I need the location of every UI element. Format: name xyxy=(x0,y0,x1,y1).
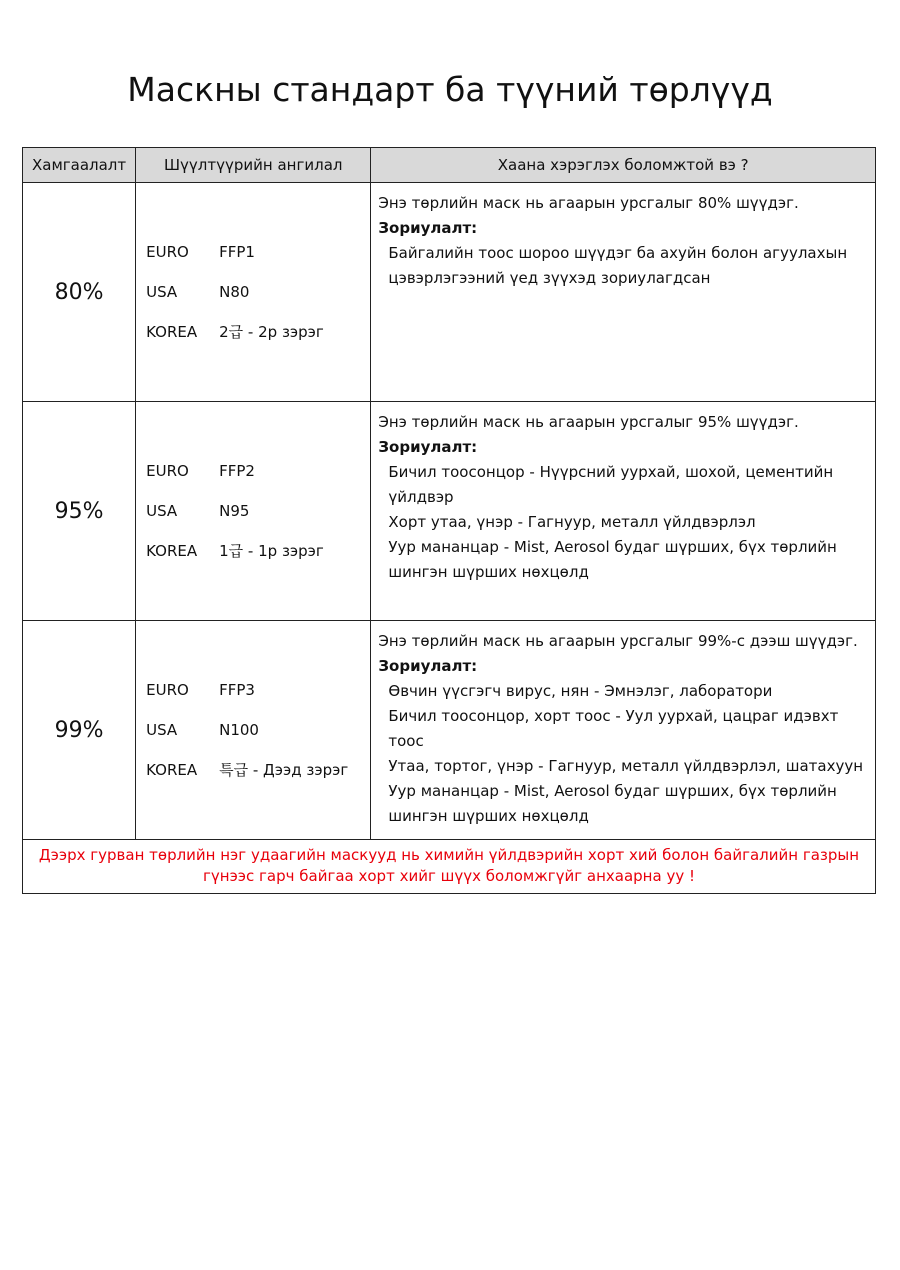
purpose-label: Зориулалт: xyxy=(378,657,478,675)
purpose-label: Зориулалт: xyxy=(378,438,478,456)
usage-intro: Энэ төрлийн маск нь агаарын урсгалыг 99%-с дээш шүүдэг. xyxy=(378,632,858,650)
protection-value: 80% xyxy=(23,183,136,402)
usage-intro: Энэ төрлийн маск нь агаарын урсгалыг 95% шүүдэг. xyxy=(378,413,799,431)
footnote-row xyxy=(23,840,876,894)
class-standard: FFP3 xyxy=(219,681,255,699)
class-entry xyxy=(146,232,370,272)
class-standard: FFP1 xyxy=(219,243,255,261)
class-region: USA xyxy=(146,721,178,739)
purpose-item: Өвчин үүсгэгч вирус, нян - Эмнэлэг, лаборатори xyxy=(388,682,773,700)
header-protection: Хамгаалалт xyxy=(23,148,136,183)
class-standard: 2급 - 2р зэрэг xyxy=(219,323,324,341)
purpose-item: Уур мананцар - Mist, Aerosol будаг шүрших, бүх төрлийн шингэн шүрших нөхцөлд xyxy=(388,782,837,825)
purpose-item: Уур мананцар - Mist, Aerosol будаг шүрших, бүх төрлийн шингэн шүрших нөхцөлд xyxy=(388,538,837,581)
mask-standards-table xyxy=(22,147,876,894)
class-region: USA xyxy=(146,283,178,301)
purpose-label: Зориулалт: xyxy=(378,219,478,237)
class-standard: N80 xyxy=(219,283,250,301)
class-region: KOREA xyxy=(146,323,198,341)
usage-cell xyxy=(371,402,876,621)
class-region: EURO xyxy=(146,681,189,699)
class-standard: N100 xyxy=(219,721,259,739)
header-usage: Хаана хэрэглэх боломжтой вэ ? xyxy=(371,148,876,183)
class-region: EURO xyxy=(146,462,189,480)
classification-cell xyxy=(136,621,371,840)
table-row xyxy=(23,621,876,840)
class-entry xyxy=(146,531,370,571)
protection-value: 95% xyxy=(23,402,136,621)
classification-cell xyxy=(136,402,371,621)
table-row xyxy=(23,402,876,621)
purpose-item: Бичил тоосонцор - Нүүрсний уурхай, шохой, цементийн үйлдвэр xyxy=(388,463,834,506)
class-entry xyxy=(146,750,370,790)
class-entry xyxy=(146,312,370,352)
purpose-item: Бичил тоосонцор, хорт тоос - Уул уурхай, цацраг идэвхт тоос xyxy=(388,707,839,750)
usage-cell xyxy=(371,183,876,402)
class-standard: 특급 - Дээд зэрэг xyxy=(219,761,349,779)
class-standard: 1급 - 1р зэрэг xyxy=(219,542,324,560)
purpose-item: Утаа, тортог, үнэр - Гагнуур, металл үйлдвэрлэл, шатахуун xyxy=(388,757,864,775)
class-region: USA xyxy=(146,502,178,520)
page-title: Маскны стандарт ба түүний төрлүүд xyxy=(127,70,773,109)
class-region: EURO xyxy=(146,243,189,261)
class-standard: N95 xyxy=(219,502,250,520)
usage-intro: Энэ төрлийн маск нь агаарын урсгалыг 80% шүүдэг. xyxy=(378,194,799,212)
table-row xyxy=(23,183,876,402)
class-entry xyxy=(146,710,370,750)
purpose-item: Байгалийн тоос шороо шүүдэг ба ахуйн болон агуулахын цэвэрлэгээний үед зүүхэд зориулагдсан xyxy=(388,244,848,287)
table-header-row xyxy=(23,148,876,183)
purpose-item: Хорт утаа, үнэр - Гагнуур, металл үйлдвэрлэл xyxy=(388,513,756,531)
class-entry xyxy=(146,491,370,531)
protection-value: 99% xyxy=(23,621,136,840)
class-region: KOREA xyxy=(146,542,198,560)
class-entry xyxy=(146,272,370,312)
class-standard: FFP2 xyxy=(219,462,255,480)
class-entry xyxy=(146,670,370,710)
class-entry xyxy=(146,451,370,491)
usage-cell xyxy=(371,621,876,840)
classification-cell xyxy=(136,183,371,402)
header-classification: Шүүлтүүрийн ангилал xyxy=(136,148,371,183)
warning-note: Дээрх гурван төрлийн нэг удаагийн маскууд нь химийн үйлдвэрийн хорт хий болон байгалийн газрын гүнээс гарч байгаа хорт хийг шүүх боломжгүйг анхаарна уу ! xyxy=(23,840,876,894)
class-region: KOREA xyxy=(146,761,198,779)
